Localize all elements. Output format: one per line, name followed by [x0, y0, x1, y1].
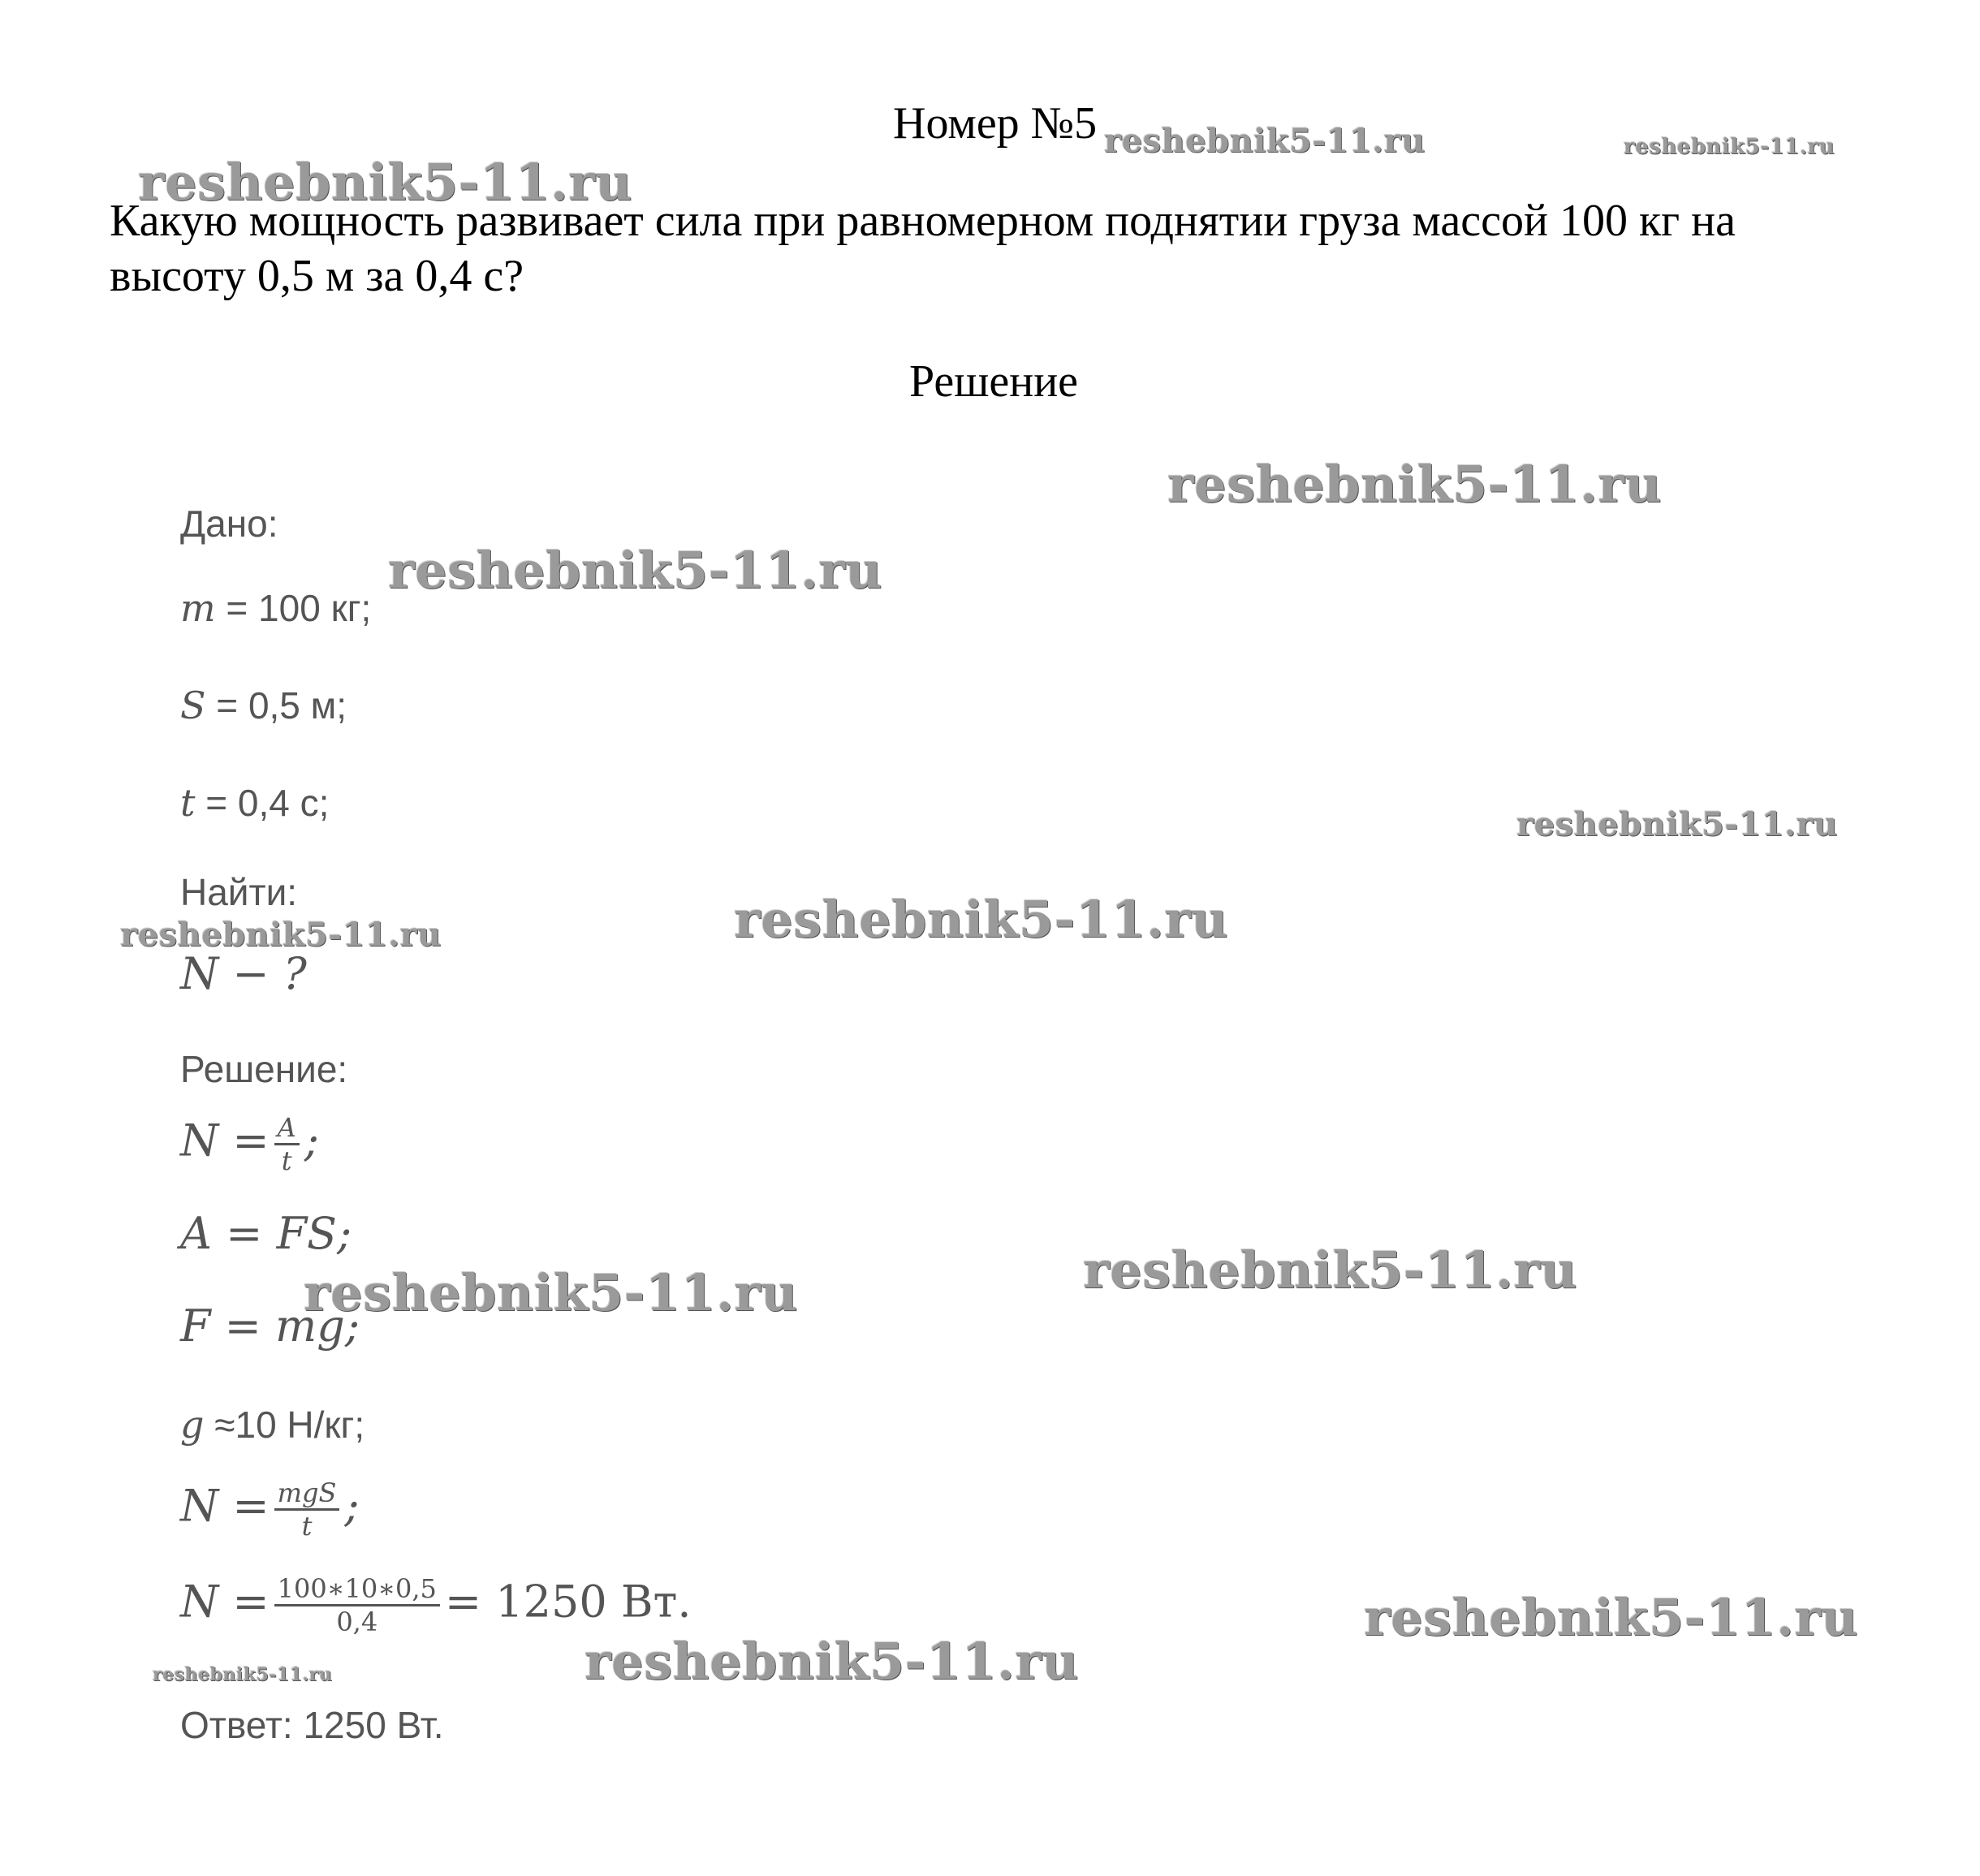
watermark: reshebnik5-11.ru [120, 916, 442, 954]
given-mass-value: = 100 кг; [215, 587, 372, 629]
watermark: reshebnik5-11.ru [1104, 122, 1426, 160]
watermark: reshebnik5-11.ru [1516, 805, 1838, 843]
gravity-value: ≈10 Н/кг; [204, 1404, 365, 1446]
page-title: Номер №5 [893, 98, 1098, 149]
fraction-denominator: t [301, 1511, 313, 1542]
equation-power-tail: ; [304, 1115, 319, 1167]
fraction-mgs-over-t [274, 1477, 340, 1542]
given-height-value: = 0,5 м; [205, 684, 347, 727]
watermark: reshebnik5-11.ru [304, 1263, 798, 1322]
given-time-var: t [180, 781, 196, 825]
watermark: reshebnik5-11.ru [1167, 455, 1662, 514]
given-time [180, 781, 329, 825]
find-item: N − ? [180, 948, 307, 999]
fraction-denominator: 0,4 [336, 1606, 378, 1637]
watermark: reshebnik5-11.ru [388, 541, 882, 600]
equation-force: F = mg; [180, 1300, 360, 1352]
watermark: reshebnik5-11.ru [138, 153, 632, 212]
find-label: Найти: [180, 871, 298, 913]
power-formula-tail: ; [344, 1480, 360, 1532]
fraction-numerator: 100∗10∗0,5 [274, 1573, 440, 1606]
fraction-denominator: t [281, 1145, 292, 1176]
problem-statement: Какую мощность развивает сила при равномерном поднятии груза массой 100 кг на высоту 0,5 м за 0,4 с? [110, 196, 1736, 301]
equation-gravity [180, 1403, 365, 1447]
watermark: reshebnik5-11.ru [734, 890, 1228, 949]
given-label: Дано: [180, 502, 278, 545]
given-mass-var: m [180, 586, 216, 630]
power-formula-lhs: N = [180, 1480, 270, 1532]
power-numeric-lhs: N = [180, 1576, 270, 1628]
equation-work: A = FS; [180, 1208, 352, 1259]
watermark: reshebnik5-11.ru [1624, 135, 1835, 159]
watermark: reshebnik5-11.ru [153, 1664, 333, 1685]
answer-line: Ответ: 1250 Вт. [180, 1704, 444, 1746]
given-mass [180, 586, 371, 630]
power-numeric-result: = 1250 Вт. [444, 1576, 692, 1628]
fraction-numerator: mgS [274, 1477, 340, 1511]
watermark: reshebnik5-11.ru [1364, 1588, 1858, 1647]
fraction-numeric [274, 1573, 440, 1637]
watermark: reshebnik5-11.ru [1083, 1240, 1577, 1300]
gravity-var: g [180, 1403, 205, 1447]
equation-power-lhs: N = [180, 1115, 270, 1167]
solution-label: Решение: [180, 1048, 348, 1090]
fraction-a-over-t [274, 1112, 300, 1176]
given-height [180, 684, 347, 727]
solution-heading: Решение [909, 356, 1079, 407]
equation-power-numeric [180, 1573, 692, 1637]
watermark: reshebnik5-11.ru [585, 1632, 1079, 1691]
given-height-var: S [180, 684, 206, 727]
given-time-value: = 0,4 с; [195, 782, 330, 824]
equation-power-formula [180, 1477, 360, 1542]
equation-power [180, 1112, 319, 1176]
fraction-numerator: A [274, 1112, 300, 1145]
